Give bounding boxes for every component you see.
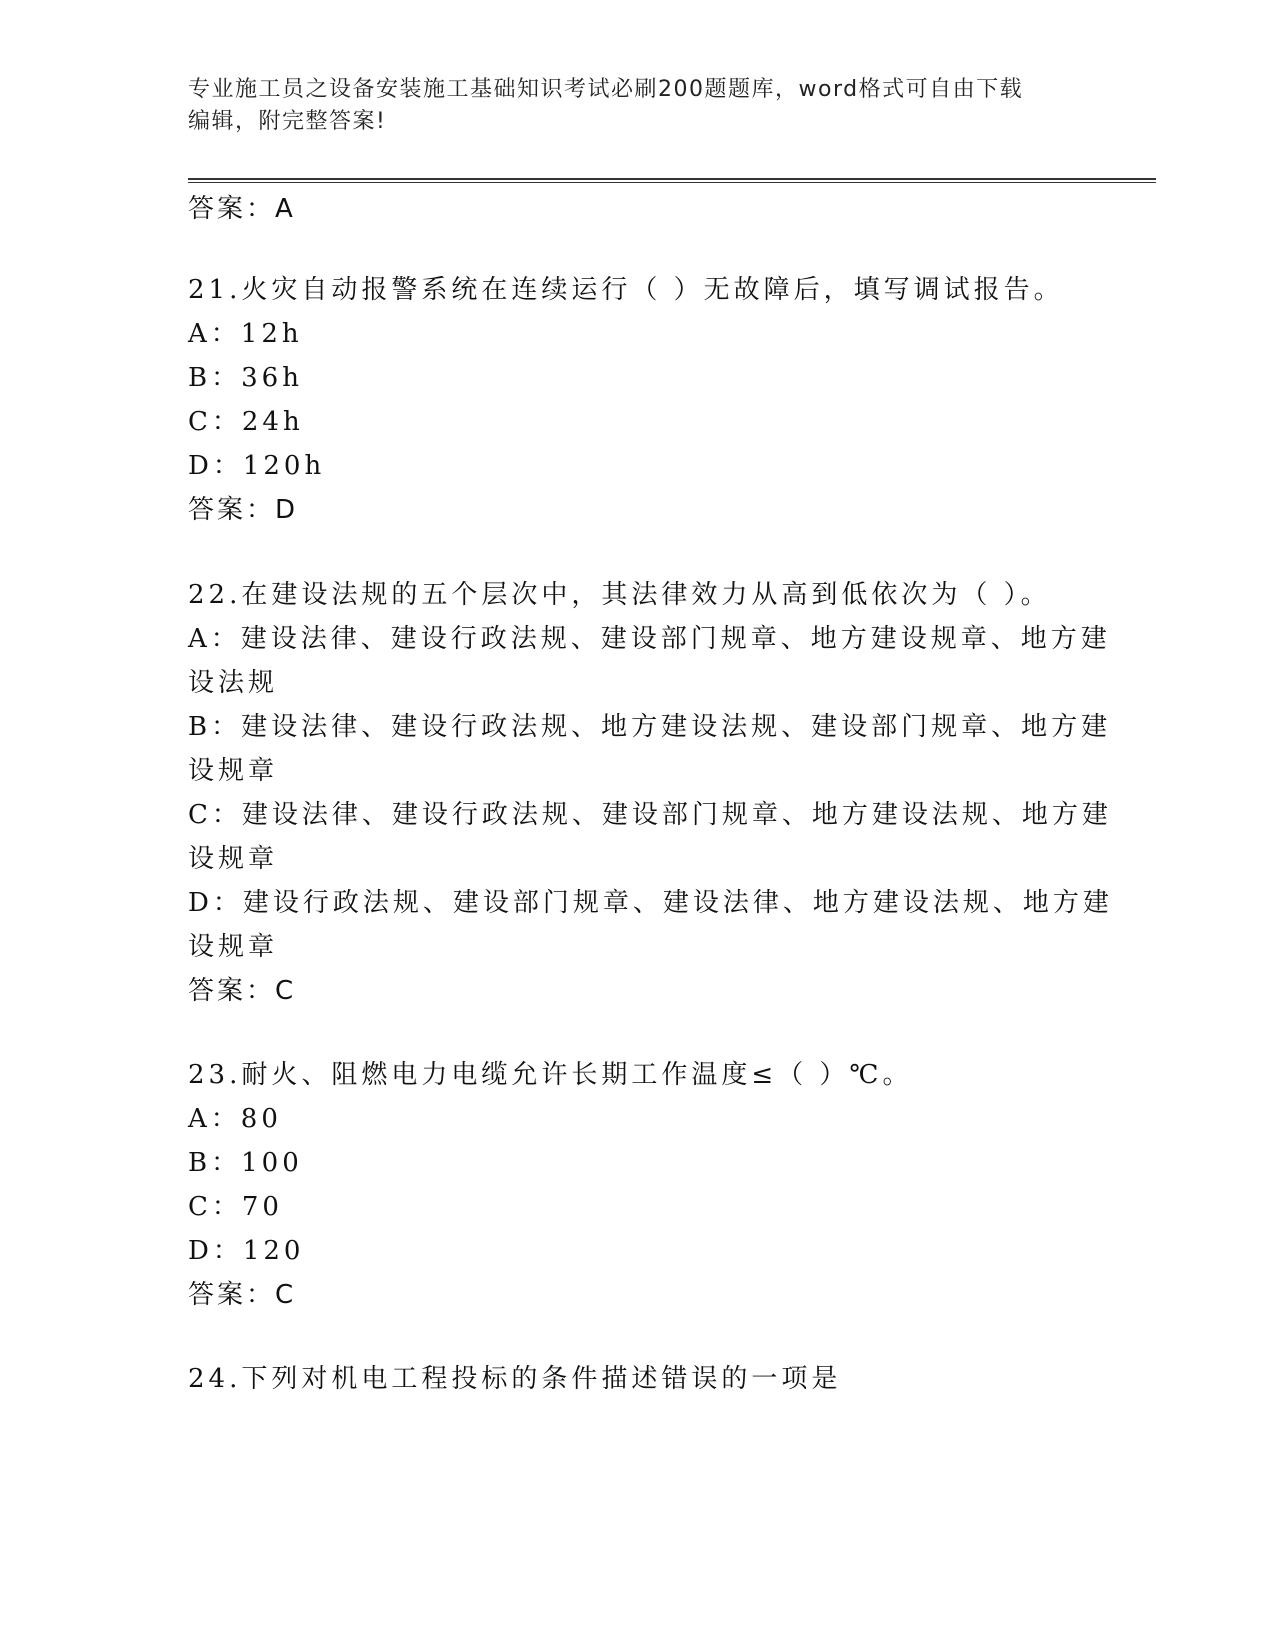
question-23-stem: 23.耐火、阻燃电力电缆允许长期工作温度≤（ ）℃。 <box>188 1060 913 1090</box>
answer-22: 答案：C <box>188 976 297 1006</box>
header-line-2: 编辑，附完整答案! <box>188 109 387 134</box>
question-21-option-a: A：12h <box>188 319 303 349</box>
header-line-1: 专业施工员之设备安装施工基础知识考试必刷200题题库，word格式可自由下载 <box>188 77 1024 102</box>
answer-20: 答案：A <box>188 194 296 224</box>
question-22-option-b-cont: 设规章 <box>188 756 279 786</box>
answer-23: 答案：C <box>188 1280 297 1310</box>
question-22-option-d-cont: 设规章 <box>188 932 279 962</box>
question-22-option-b: B：建设法律、建设行政法规、地方建设法规、建设部门规章、地方建 <box>188 712 1112 742</box>
question-23-option-c: C：70 <box>188 1192 283 1222</box>
question-22-option-c: C：建设法律、建设行政法规、建设部门规章、地方建设法规、地方建 <box>188 800 1112 830</box>
question-23-option-a: A：80 <box>188 1104 282 1134</box>
question-21-option-b: B：36h <box>188 363 303 393</box>
question-22-option-c-cont: 设规章 <box>188 844 279 874</box>
question-22-option-d: D：建设行政法规、建设部门规章、建设法律、地方建设法规、地方建 <box>188 888 1113 918</box>
document-header <box>188 74 1088 138</box>
question-21-option-d: D：120h <box>188 451 326 481</box>
question-22-option-a: A：建设法律、建设行政法规、建设部门规章、地方建设规章、地方建 <box>188 624 1111 654</box>
question-21-stem: 21.火灾自动报警系统在连续运行（ ）无故障后，填写调试报告。 <box>188 275 1064 305</box>
question-22-stem: 22.在建设法规的五个层次中，其法律效力从高到低依次为（ ）。 <box>188 580 1051 610</box>
question-24-stem: 24.下列对机电工程投标的条件描述错误的一项是 <box>188 1364 842 1394</box>
header-rule-thin <box>188 182 1156 183</box>
question-23-option-b: B：100 <box>188 1148 303 1178</box>
answer-21: 答案：D <box>188 495 299 525</box>
question-22-option-a-cont: 设法规 <box>188 668 279 698</box>
question-21-option-c: C：24h <box>188 407 304 437</box>
header-rule <box>188 178 1156 180</box>
question-23-option-d: D：120 <box>188 1236 305 1266</box>
